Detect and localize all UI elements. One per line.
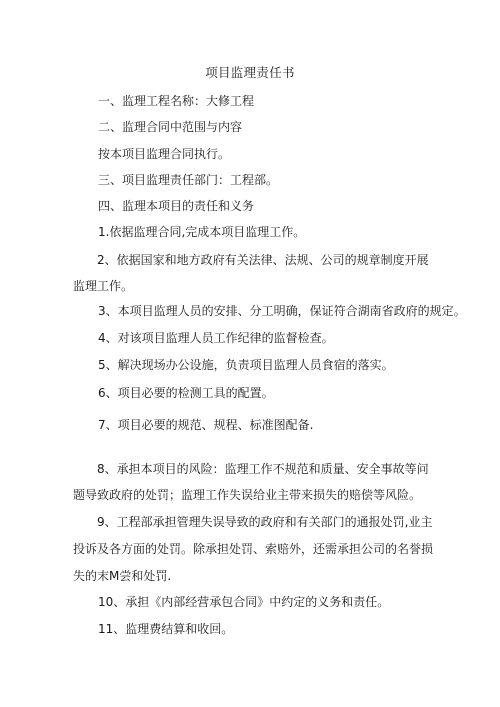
paragraph-6: 1.依据监理合同,完成本项目监理工作。 — [98, 225, 306, 239]
document-title: 项目监理责任书 — [205, 65, 295, 80]
paragraph-4: 三、项目监理责任部门：工程部。 — [98, 173, 279, 187]
paragraph-13: 8、承担本项目的风险：监理工作不规范和质量、安全事故等问题导致政府的处罚；监理工作失误给业主带来损失的赔偿等风险。 — [73, 462, 429, 502]
paragraph-16: 11、监理费结算和收回。 — [98, 622, 234, 636]
paragraph-9: 4、对该项目监理人员工作纪律的监督检查。 — [98, 331, 334, 345]
paragraph-7: 2、依据国家和地方政府有关法律、法规、公司的规章制度开展监理工作。 — [73, 253, 429, 293]
paragraph-5: 四、监理本项目的责任和义务 — [98, 199, 255, 213]
paragraph-1: 一、监理工程名称：大修工程 — [98, 94, 255, 108]
paragraph-11: 6、项目必要的检测工具的配置。 — [98, 386, 274, 400]
paragraph-12: 7、项目必要的规范、规程、标准图配备. — [98, 418, 314, 432]
paragraph-3: 按本项目监理合同执行。 — [98, 147, 231, 161]
paragraph-14: 9、工程部承担管理失误导致的政府和有关部门的通报处罚,业主投诉及各方面的处罚。除承担处罚、索赔外，还需承担公司的名誉损失的末M尝和处罚. — [73, 515, 434, 583]
paragraph-2: 二、监理合同中范围与内容 — [98, 120, 243, 134]
paragraph-15: 10、承担《内部经营承包合同》中约定的义务和责任。 — [98, 595, 390, 609]
paragraph-8: 3、本项目监理人员的安排、分工明确，保证符合湖南省政府的规定。 — [98, 304, 466, 318]
paragraph-10: 5、解决现场办公设施，负责项目监理人员食宿的落实。 — [98, 358, 394, 372]
